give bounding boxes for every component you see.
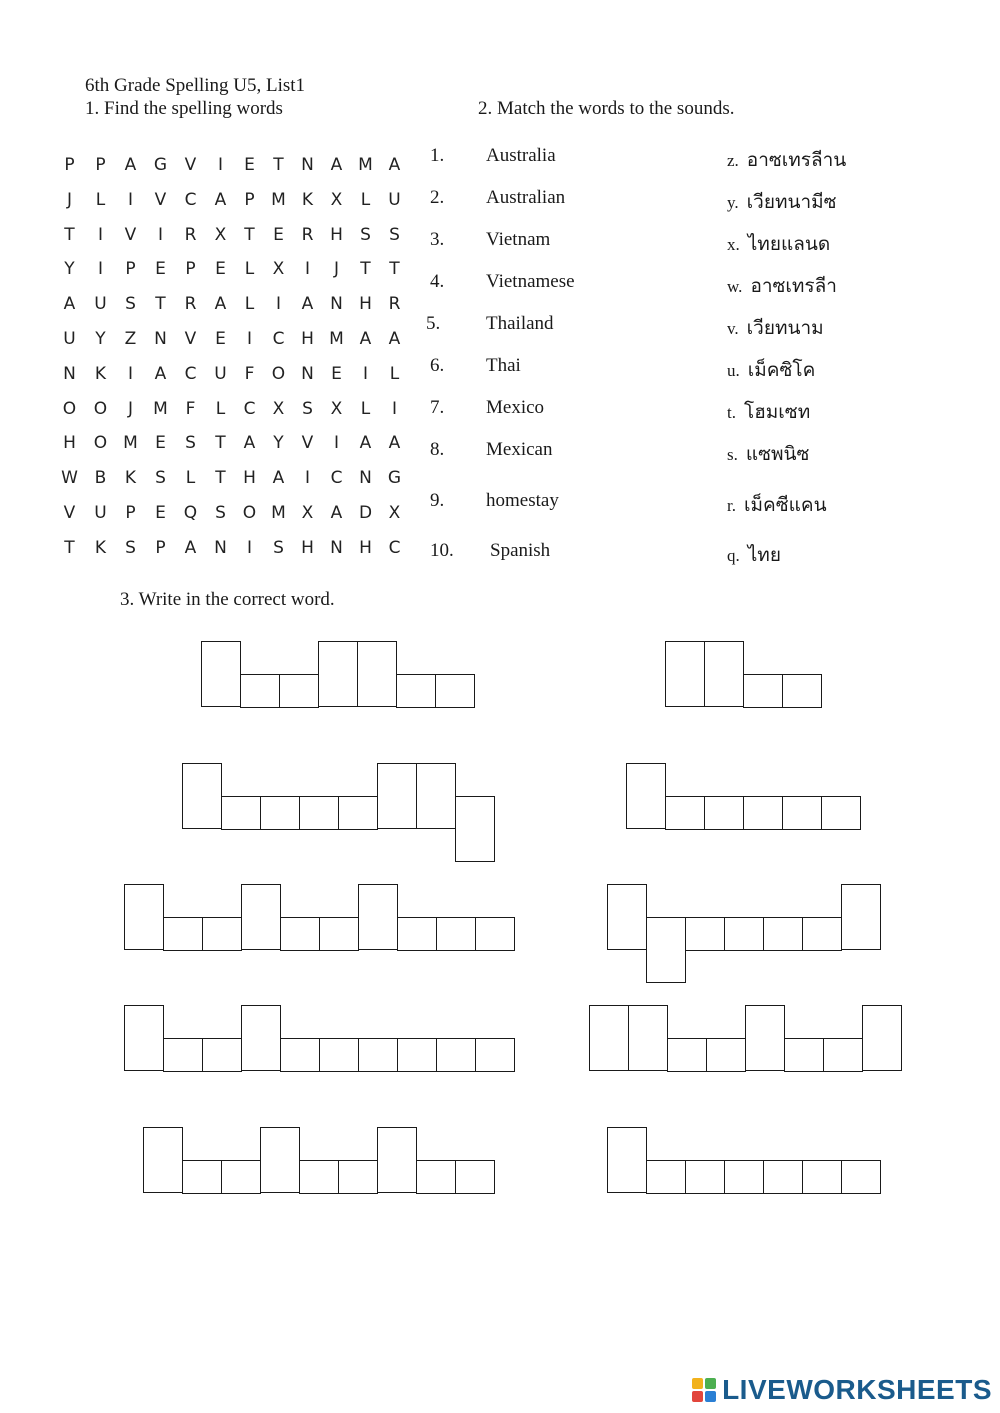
letter-box[interactable] [124, 884, 164, 950]
letter-box[interactable] [377, 1127, 417, 1193]
letter-box[interactable] [665, 641, 705, 707]
word-search-letter[interactable]: J [66, 189, 72, 210]
word-search-letter[interactable]: A [272, 468, 285, 489]
word-search-letter[interactable]: F [244, 363, 255, 384]
word-search-letter[interactable]: I [275, 294, 281, 315]
word-search-letter[interactable]: I [246, 328, 252, 349]
word-search-letter[interactable]: O [62, 398, 77, 419]
word-search-letter[interactable]: A [214, 294, 227, 315]
word-search-letter[interactable]: C [243, 398, 256, 419]
word-search-letter[interactable]: V [184, 328, 197, 349]
word-search-letter[interactable]: B [94, 468, 107, 489]
match-thai-option[interactable] [727, 145, 846, 175]
word-search-letter[interactable]: O [93, 398, 108, 419]
word-search-letter[interactable]: L [244, 294, 255, 315]
match-word: Australian [486, 187, 566, 208]
word-search-letter[interactable]: S [215, 502, 226, 523]
letter-box[interactable] [241, 1005, 281, 1071]
word-search-letter[interactable]: A [388, 328, 401, 349]
word-search-letter[interactable]: C [388, 537, 401, 558]
word-search-letter[interactable]: U [388, 189, 401, 210]
word-search-letter[interactable]: I [127, 189, 133, 210]
match-letter: w. [727, 277, 743, 296]
word-search-letter[interactable]: C [272, 328, 285, 349]
word-search-letter[interactable]: S [302, 398, 313, 419]
word-search-letter[interactable]: A [359, 433, 372, 454]
word-search-letter[interactable]: S [273, 537, 284, 558]
match-thai-option[interactable] [727, 355, 815, 385]
letter-box[interactable] [823, 1038, 863, 1072]
word-search-letter[interactable]: U [94, 502, 107, 523]
letter-box[interactable] [280, 917, 320, 951]
word-search-letter[interactable]: S [360, 224, 371, 245]
match-thai-word: โฮมเซท [743, 401, 811, 423]
letter-box[interactable] [589, 1005, 629, 1071]
letter-box[interactable] [841, 884, 881, 950]
match-word: Vietnam [486, 229, 551, 250]
word-search-letter[interactable]: U [214, 363, 227, 384]
match-letter: u. [727, 361, 740, 380]
match-thai-option[interactable] [727, 271, 837, 301]
match-thai-option[interactable] [727, 490, 827, 520]
letter-box[interactable] [416, 763, 456, 829]
letter-box[interactable] [397, 917, 437, 951]
letter-box[interactable] [763, 917, 803, 951]
word-search-letter[interactable]: R [184, 294, 197, 315]
word-search-letter[interactable]: V [301, 433, 314, 454]
word-search-letter[interactable]: T [244, 224, 255, 245]
word-search-letter[interactable]: I [246, 537, 252, 558]
word-search-letter[interactable]: M [358, 155, 373, 175]
word-search-letter[interactable]: A [154, 363, 167, 384]
word-search-letter[interactable]: E [155, 259, 166, 280]
letter-box[interactable] [821, 796, 861, 830]
word-search-letter[interactable]: H [301, 328, 314, 349]
match-number: 6. [430, 355, 445, 376]
word-search-letter[interactable]: F [185, 398, 196, 419]
word-search-letter[interactable]: H [243, 468, 256, 489]
word-search-letter[interactable]: N [330, 294, 343, 315]
word-search-letter[interactable]: T [389, 259, 400, 280]
letter-box[interactable] [724, 1160, 764, 1194]
letter-box[interactable] [397, 1038, 437, 1072]
word-search-letter[interactable]: P [64, 155, 75, 175]
word-search-letter[interactable]: K [94, 537, 107, 558]
word-search-letter[interactable]: N [359, 468, 372, 489]
word-search-letter[interactable]: C [330, 468, 343, 489]
word-search-letter[interactable]: T [215, 433, 226, 454]
word-search-letter[interactable]: I [391, 398, 397, 419]
letter-box[interactable] [299, 1160, 339, 1194]
word-search-letter[interactable]: R [388, 294, 401, 315]
letter-box[interactable] [802, 1160, 842, 1194]
word-search-letter[interactable]: C [184, 363, 197, 384]
match-thai-word: เวียทนาม [746, 317, 824, 339]
word-search-letter[interactable]: X [214, 224, 227, 245]
match-letter: x. [727, 235, 740, 254]
letter-box[interactable] [377, 763, 417, 829]
word-search-letter[interactable]: I [217, 155, 223, 175]
logo-icon [692, 1378, 716, 1402]
word-search-letter[interactable]: M [153, 398, 168, 419]
word-search-letter[interactable]: H [359, 537, 372, 558]
match-thai-option[interactable] [727, 229, 830, 259]
section-3-heading: 3. Write in the correct word. [120, 589, 335, 610]
section-1-heading: 1. Find the spelling words [85, 98, 283, 119]
word-search-letter[interactable]: E [155, 502, 166, 523]
word-search-letter[interactable]: H [63, 433, 76, 454]
logo-square [705, 1391, 716, 1402]
match-word: Mexican [486, 439, 553, 460]
word-search-letter[interactable]: J [333, 259, 339, 280]
word-search-letter[interactable]: N [301, 155, 314, 175]
word-search-letter[interactable]: S [155, 468, 166, 489]
match-letter: z. [727, 151, 739, 170]
word-search-letter[interactable]: Z [124, 328, 137, 349]
word-search-letter[interactable]: A [330, 502, 343, 523]
letter-box[interactable] [338, 1160, 378, 1194]
word-search-letter[interactable]: N [330, 537, 343, 558]
word-search-letter[interactable]: P [155, 537, 166, 558]
word-search-letter[interactable]: L [244, 259, 255, 280]
word-search-letter[interactable]: A [63, 294, 76, 315]
match-thai-word: เม็คซีแคน [743, 494, 827, 516]
word-search-letter[interactable]: L [360, 189, 371, 210]
word-search-letter[interactable]: Q [183, 502, 198, 523]
word-search-letter[interactable]: V [124, 224, 137, 245]
word-search-letter[interactable]: E [331, 363, 342, 384]
letter-box[interactable] [667, 1038, 707, 1072]
match-thai-word: อาซเทรลีา [750, 275, 837, 297]
logo-square [705, 1378, 716, 1389]
letter-box[interactable] [763, 1160, 803, 1194]
letter-box[interactable] [455, 1160, 495, 1194]
word-search-letter[interactable]: M [123, 433, 138, 454]
word-search-letter[interactable]: H [330, 224, 343, 245]
letter-box[interactable] [358, 884, 398, 950]
match-number: 8. [430, 439, 445, 460]
word-search-letter[interactable]: N [301, 363, 314, 384]
match-number: 1. [430, 145, 445, 166]
word-search-letter[interactable]: H [359, 294, 372, 315]
word-search-letter[interactable]: P [185, 259, 196, 280]
letter-box[interactable] [182, 763, 222, 829]
word-search-letter[interactable]: G [387, 468, 402, 489]
word-search-letter[interactable]: N [214, 537, 227, 558]
letter-box[interactable] [743, 796, 783, 830]
letter-box[interactable] [260, 796, 300, 830]
match-word: homestay [486, 490, 559, 511]
word-search-letter[interactable]: V [63, 502, 76, 523]
match-thai-word: เม็คซิโค [747, 359, 816, 381]
word-search-letter[interactable]: T [273, 155, 284, 175]
letter-box[interactable] [221, 796, 261, 830]
match-number: 10. [430, 540, 454, 561]
word-search-letter[interactable]: T [360, 259, 371, 280]
word-search-letter[interactable]: L [95, 189, 106, 210]
word-search-letter[interactable]: X [272, 398, 285, 419]
word-search-letter[interactable]: I [127, 363, 133, 384]
logo-square [692, 1378, 703, 1389]
letter-box[interactable] [665, 796, 705, 830]
word-search-letter[interactable]: E [155, 433, 166, 454]
letter-box[interactable] [706, 1038, 746, 1072]
letter-box[interactable] [319, 917, 359, 951]
letter-box[interactable] [143, 1127, 183, 1193]
word-search-letter[interactable]: E [215, 259, 226, 280]
word-search-letter[interactable]: I [304, 259, 310, 280]
word-search-letter[interactable]: O [93, 433, 108, 454]
match-word: Spanish [490, 540, 551, 561]
letter-box[interactable] [201, 641, 241, 707]
letter-box[interactable] [862, 1005, 902, 1071]
word-search-letter[interactable]: N [63, 363, 76, 384]
word-search-letter[interactable]: O [271, 363, 286, 384]
word-search-letter[interactable]: O [242, 502, 257, 523]
letter-box[interactable] [436, 917, 476, 951]
match-thai-option[interactable] [727, 540, 781, 570]
match-thai-option[interactable] [727, 439, 809, 469]
letter-box[interactable] [260, 1127, 300, 1193]
match-thai-word: ไทยแลนด [747, 233, 831, 255]
word-search-letter[interactable]: X [388, 502, 401, 523]
word-search-letter[interactable]: N [154, 328, 167, 349]
letter-box[interactable] [357, 641, 397, 707]
word-search-letter[interactable]: L [215, 398, 226, 419]
letter-box[interactable] [318, 641, 358, 707]
match-letter: r. [727, 496, 736, 515]
word-search-letter[interactable]: S [389, 224, 400, 245]
match-number: 3. [430, 229, 445, 250]
letter-box[interactable] [202, 917, 242, 951]
word-search-letter[interactable]: I [362, 363, 368, 384]
letter-box[interactable] [475, 917, 515, 951]
match-thai-word: อาซเทรลีาน [746, 149, 847, 171]
letter-box[interactable] [724, 917, 764, 951]
letter-box[interactable] [685, 1160, 725, 1194]
word-search-letter[interactable]: X [272, 259, 285, 280]
word-search-letter[interactable]: U [63, 328, 76, 349]
word-search-letter[interactable]: I [333, 433, 339, 454]
match-letter: s. [727, 445, 738, 464]
match-thai-option[interactable] [727, 397, 810, 427]
word-search-letter[interactable]: Y [273, 433, 284, 454]
letter-box[interactable] [338, 796, 378, 830]
match-thai-word: เวียทนามีซ [746, 191, 837, 213]
word-search-letter[interactable]: T [155, 294, 166, 315]
word-search-letter[interactable]: D [358, 502, 373, 523]
word-search-letter[interactable]: Y [95, 328, 106, 349]
word-search-letter[interactable]: A [359, 328, 372, 349]
word-search-letter[interactable]: T [215, 468, 226, 489]
letter-box[interactable] [628, 1005, 668, 1071]
letter-box[interactable] [279, 674, 319, 708]
letter-box[interactable] [646, 917, 686, 983]
match-letter: t. [727, 403, 736, 422]
letter-box[interactable] [436, 1038, 476, 1072]
word-search-letter[interactable]: L [185, 468, 196, 489]
match-letter: v. [727, 319, 739, 338]
match-thai-option[interactable] [727, 313, 824, 343]
word-search-letter[interactable]: G [153, 155, 168, 175]
word-search-letter[interactable]: S [125, 294, 136, 315]
match-number: 9. [430, 490, 445, 511]
word-search-letter[interactable]: E [273, 224, 284, 245]
letter-box[interactable] [626, 763, 666, 829]
word-search-letter[interactable]: M [271, 502, 286, 523]
letter-box[interactable] [435, 674, 475, 708]
word-search-letter[interactable]: S [125, 537, 136, 558]
match-thai-word: แซพนิซ [745, 443, 810, 465]
match-thai-word: ไทย [747, 544, 781, 566]
letter-box[interactable] [182, 1160, 222, 1194]
letter-box[interactable] [802, 917, 842, 951]
letter-box[interactable] [358, 1038, 398, 1072]
word-search-letter[interactable]: V [184, 155, 197, 175]
match-number: 7. [430, 397, 445, 418]
word-search-letter[interactable]: I [157, 224, 163, 245]
word-search-letter[interactable]: A [388, 433, 401, 454]
worksheet-title: 6th Grade Spelling U5, List1 [85, 75, 306, 96]
match-number: 2. [430, 187, 445, 208]
word-search-letter[interactable]: W [61, 468, 78, 489]
word-search-letter[interactable]: K [94, 363, 107, 384]
match-word: Mexico [486, 397, 545, 418]
letter-box[interactable] [475, 1038, 515, 1072]
word-search-letter[interactable]: R [184, 224, 197, 245]
letter-box[interactable] [163, 917, 203, 951]
word-search-letter[interactable]: V [154, 189, 167, 210]
match-letter: q. [727, 546, 740, 565]
letter-box[interactable] [241, 884, 281, 950]
word-search-letter[interactable]: I [97, 224, 103, 245]
word-search-letter[interactable]: T [64, 537, 75, 558]
letter-box[interactable] [221, 1160, 261, 1194]
match-thai-option[interactable] [727, 187, 837, 217]
letter-box[interactable] [646, 1160, 686, 1194]
match-letter: y. [727, 193, 739, 212]
letter-box[interactable] [743, 674, 783, 708]
letter-box[interactable] [704, 796, 744, 830]
word-search-letter[interactable]: A [388, 155, 401, 175]
word-search-letter[interactable]: P [125, 259, 136, 280]
word-search-letter[interactable]: A [243, 433, 256, 454]
logo-square [692, 1391, 703, 1402]
word-search-letter[interactable]: P [125, 502, 136, 523]
word-search-letter[interactable]: L [389, 363, 400, 384]
letter-box[interactable] [782, 674, 822, 708]
word-search-letter[interactable]: A [301, 294, 314, 315]
letter-box[interactable] [784, 1038, 824, 1072]
letter-box[interactable] [607, 884, 647, 950]
word-search-letter[interactable]: M [329, 328, 344, 349]
word-search-letter[interactable]: T [64, 224, 75, 245]
word-search-letter[interactable]: I [304, 468, 310, 489]
letter-box[interactable] [704, 641, 744, 707]
section-2-heading: 2. Match the words to the sounds. [478, 98, 735, 119]
match-number: 4. [430, 271, 445, 292]
match-word: Australia [486, 145, 556, 166]
match-word: Thai [486, 355, 521, 376]
word-search-letter[interactable]: R [301, 224, 314, 245]
word-search-letter[interactable]: L [360, 398, 371, 419]
word-search-letter[interactable]: Y [64, 259, 75, 280]
letter-box[interactable] [124, 1005, 164, 1071]
word-search-letter[interactable]: J [127, 398, 133, 419]
liveworksheets-logo [692, 1373, 992, 1407]
letter-box[interactable] [319, 1038, 359, 1072]
letter-box[interactable] [782, 796, 822, 830]
letter-box[interactable] [396, 674, 436, 708]
letter-box[interactable] [607, 1127, 647, 1193]
word-search-letter[interactable]: E [244, 155, 255, 175]
word-search-letter[interactable]: I [97, 259, 103, 280]
word-search-letter[interactable]: P [95, 155, 106, 175]
letter-box[interactable] [163, 1038, 203, 1072]
letter-box[interactable] [455, 796, 495, 862]
word-search-letter[interactable]: A [214, 189, 227, 210]
word-search-letter[interactable]: X [301, 502, 314, 523]
letter-box[interactable] [240, 674, 280, 708]
word-search-letter[interactable]: A [184, 537, 197, 558]
letter-box[interactable] [745, 1005, 785, 1071]
word-search-letter[interactable]: K [301, 189, 314, 210]
word-search-letter[interactable]: P [244, 189, 255, 210]
match-word: Thailand [486, 313, 554, 334]
letter-box[interactable] [841, 1160, 881, 1194]
word-search-letter[interactable]: K [124, 468, 137, 489]
word-search-letter[interactable]: A [330, 155, 343, 175]
match-number: 5. [426, 313, 441, 334]
word-search-letter[interactable]: E [215, 328, 226, 349]
letter-box[interactable] [685, 917, 725, 951]
word-search-letter[interactable]: S [185, 433, 196, 454]
word-search-letter[interactable]: H [301, 537, 314, 558]
word-search-letter[interactable]: X [330, 189, 343, 210]
word-search-letter[interactable]: X [330, 398, 343, 419]
word-search-letter[interactable]: M [271, 189, 286, 210]
match-word: Vietnamese [486, 271, 575, 292]
letter-box[interactable] [280, 1038, 320, 1072]
letter-box[interactable] [416, 1160, 456, 1194]
letter-box[interactable] [299, 796, 339, 830]
word-search-letter[interactable]: A [124, 155, 137, 175]
logo-text: LIVEWORKSHEETS [722, 1374, 992, 1405]
letter-box[interactable] [202, 1038, 242, 1072]
word-search-letter[interactable]: C [184, 189, 197, 210]
word-search-letter[interactable]: U [94, 294, 107, 315]
